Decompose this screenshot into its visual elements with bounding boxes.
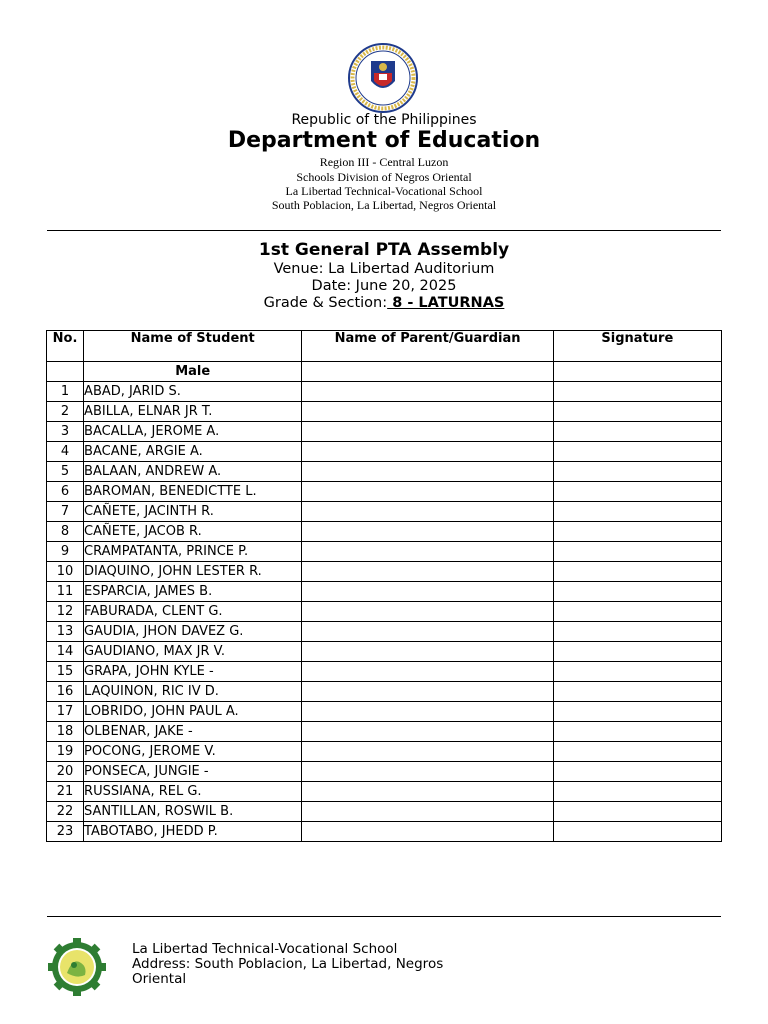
parent-name-cell (302, 822, 553, 842)
footer-school: La Libertad Technical-Vocational School (132, 941, 398, 957)
group-label: Male (84, 362, 302, 382)
table-row (47, 802, 722, 822)
row-number: 18 (47, 722, 84, 742)
parent-name-cell (302, 682, 553, 702)
department-title: Department of Education (227, 128, 541, 153)
signature-cell (553, 722, 721, 742)
student-name: LAQUINON, RIC IV D. (84, 682, 302, 702)
student-name: BACALLA, JEROME A. (84, 422, 302, 442)
signature-cell (553, 442, 721, 462)
signature-cell (553, 522, 721, 542)
signature-cell (553, 762, 721, 782)
parent-name-cell (302, 762, 553, 782)
row-number: 16 (47, 682, 84, 702)
table-row (47, 402, 722, 422)
student-name: SANTILLAN, ROSWIL B. (84, 802, 302, 822)
table-row (47, 422, 722, 442)
row-number: 2 (47, 402, 84, 422)
signature-cell (553, 782, 721, 802)
student-name: FABURADA, CLENT G. (84, 602, 302, 622)
row-number: 4 (47, 442, 84, 462)
student-name: BAROMAN, BENEDICTTE L. (84, 482, 302, 502)
division-line: Schools Division of Negros Oriental (296, 170, 472, 184)
table-header-row (47, 331, 722, 362)
table-row (47, 622, 722, 642)
student-name: LOBRIDO, JOHN PAUL A. (84, 702, 302, 722)
row-number: 21 (47, 782, 84, 802)
parent-name-cell (302, 622, 553, 642)
signature-cell (553, 502, 721, 522)
grade-section-label: Grade & Section: (263, 295, 388, 311)
student-name: CRAMPATANTA, PRINCE P. (84, 542, 302, 562)
parent-name-cell (302, 722, 553, 742)
table-row (47, 482, 722, 502)
table-row (47, 782, 722, 802)
republic-line: Republic of the Philippines (291, 112, 477, 128)
row-number: 19 (47, 742, 84, 762)
region-line: Region III - Central Luzon (319, 155, 449, 169)
footer-info (132, 942, 492, 987)
row-number: 23 (47, 822, 84, 842)
parent-name-cell (302, 382, 553, 402)
table-row (47, 682, 722, 702)
signature-cell (553, 822, 721, 842)
parent-name-cell (302, 642, 553, 662)
student-name: DIAQUINO, JOHN LESTER R. (84, 562, 302, 582)
row-number: 6 (47, 482, 84, 502)
parent-name-cell (302, 562, 553, 582)
student-name: TABOTABO, JHEDD P. (84, 822, 302, 842)
row-number: 1 (47, 382, 84, 402)
header-parent: Name of Parent/Guardian (302, 331, 553, 362)
signature-cell (553, 462, 721, 482)
table-row (47, 382, 722, 402)
row-number: 10 (47, 562, 84, 582)
signature-cell (553, 642, 721, 662)
student-name: BACANE, ARGIE A. (84, 442, 302, 462)
row-number: 3 (47, 422, 84, 442)
table-row (47, 742, 722, 762)
student-name: RUSSIANA, REL G. (84, 782, 302, 802)
row-number: 20 (47, 762, 84, 782)
signature-cell (553, 482, 721, 502)
parent-name-cell (302, 422, 553, 442)
signature-cell (553, 622, 721, 642)
parent-name-cell (302, 702, 553, 722)
parent-name-cell (302, 522, 553, 542)
parent-name-cell (302, 482, 553, 502)
row-number: 22 (47, 802, 84, 822)
footer-address: Address: South Poblacion, La Libertad, Negros Oriental (132, 956, 444, 987)
row-number: 11 (47, 582, 84, 602)
group-row-male (47, 362, 722, 382)
row-number: 12 (47, 602, 84, 622)
table-row (47, 442, 722, 462)
parent-name-cell (302, 742, 553, 762)
table-row (47, 542, 722, 562)
signature-cell (553, 802, 721, 822)
parent-name-cell (302, 662, 553, 682)
table-row (47, 642, 722, 662)
table-row (47, 602, 722, 622)
signature-cell (553, 742, 721, 762)
student-name: ABAD, JARID S. (84, 382, 302, 402)
student-name: OLBENAR, JAKE - (84, 722, 302, 742)
signature-cell (553, 402, 721, 422)
student-name: CAÑETE, JACOB R. (84, 522, 302, 542)
row-number: 15 (47, 662, 84, 682)
row-number: 5 (47, 462, 84, 482)
parent-name-cell (302, 402, 553, 422)
table-row (47, 522, 722, 542)
table-row (47, 662, 722, 682)
parent-name-cell (302, 462, 553, 482)
event-title: 1st General PTA Assembly (258, 240, 510, 260)
student-name: GAUDIA, JHON DAVEZ G. (84, 622, 302, 642)
attendance-table (46, 330, 722, 842)
parent-name-cell (302, 442, 553, 462)
row-number: 8 (47, 522, 84, 542)
table-row (47, 822, 722, 842)
student-name: ABILLA, ELNAR JR T. (84, 402, 302, 422)
signature-cell (553, 542, 721, 562)
signature-cell (553, 662, 721, 682)
grade-section-line (0, 295, 768, 311)
signature-cell (553, 702, 721, 722)
signature-cell (553, 382, 721, 402)
row-number: 14 (47, 642, 84, 662)
row-number: 7 (47, 502, 84, 522)
row-number: 13 (47, 622, 84, 642)
table-row (47, 462, 722, 482)
deped-seal-logo (343, 43, 423, 113)
student-name: CAÑETE, JACINTH R. (84, 502, 302, 522)
header-signature: Signature (553, 331, 721, 362)
group-parent-cell (302, 362, 553, 382)
parent-name-cell (302, 782, 553, 802)
row-number: 17 (47, 702, 84, 722)
parent-name-cell (302, 582, 553, 602)
group-no-cell (47, 362, 84, 382)
header-student: Name of Student (84, 331, 302, 362)
table-row (47, 722, 722, 742)
table-row (47, 762, 722, 782)
table-row (47, 562, 722, 582)
school-line: La Libertad Technical-Vocational School (285, 184, 483, 198)
student-name: POCONG, JEROME V. (84, 742, 302, 762)
header-no: No. (47, 331, 84, 362)
parent-name-cell (302, 542, 553, 562)
table-row (47, 502, 722, 522)
student-name: GRAPA, JOHN KYLE - (84, 662, 302, 682)
table-row (47, 702, 722, 722)
school-gear-logo (48, 938, 106, 996)
footer-divider (47, 916, 721, 917)
header-divider (47, 230, 721, 231)
student-name: ESPARCIA, JAMES B. (84, 582, 302, 602)
student-name: BALAAN, ANDREW A. (84, 462, 302, 482)
student-name: PONSECA, JUNGIE - (84, 762, 302, 782)
parent-name-cell (302, 802, 553, 822)
group-signature-cell (553, 362, 721, 382)
row-number: 9 (47, 542, 84, 562)
table-row (47, 582, 722, 602)
signature-cell (553, 602, 721, 622)
signature-cell (553, 562, 721, 582)
signature-cell (553, 582, 721, 602)
signature-cell (553, 682, 721, 702)
signature-cell (553, 422, 721, 442)
parent-name-cell (302, 502, 553, 522)
event-date: Date: June 20, 2025 (311, 278, 457, 294)
parent-name-cell (302, 602, 553, 622)
address-line: South Poblacion, La Libertad, Negros Oriental (271, 198, 497, 212)
student-name: GAUDIANO, MAX JR V. (84, 642, 302, 662)
event-venue: Venue: La Libertad Auditorium (273, 261, 495, 277)
grade-section-value: 8 - LATURNAS (387, 295, 505, 311)
